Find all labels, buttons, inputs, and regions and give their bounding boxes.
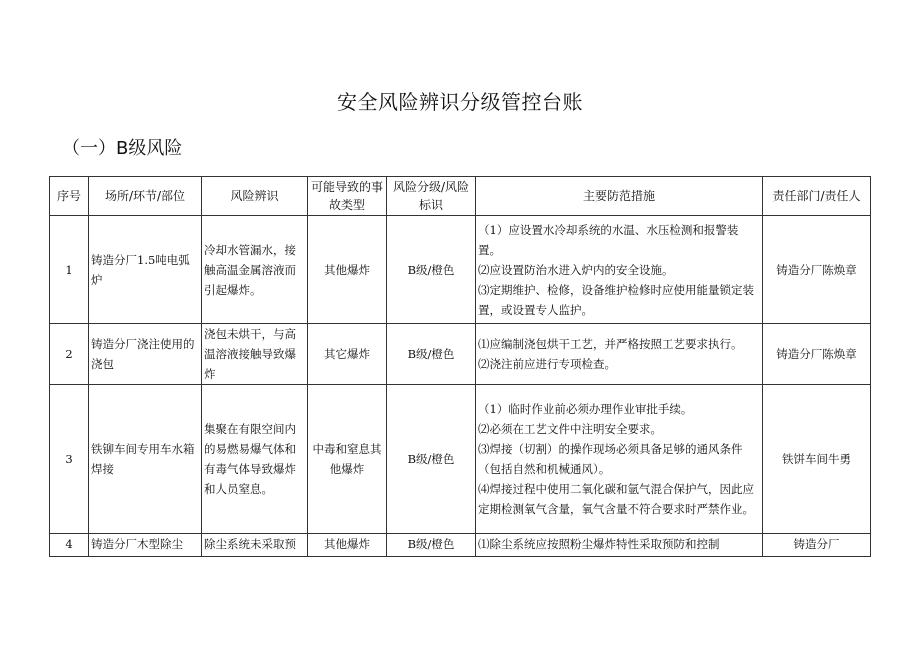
- measure-item: （1）应设置水冷却系统的水温、水压检测和报警装置。: [478, 222, 739, 257]
- header-owner: 责任部门/责任人: [763, 177, 871, 216]
- measure-item: ⑵必须在工艺文件中注明安全要求。: [478, 422, 662, 436]
- measure-item: （1）临时作业前必须办理作业审批手续。: [478, 402, 693, 416]
- cell-risk: 冷却水管漏水，接触高温金属溶液而引起爆炸。: [202, 216, 308, 324]
- measure-item: ⑶焊接（切割）的操作现场必须具备足够的通风条件（包括自然和机械通风）。: [478, 442, 743, 476]
- cell-measures: [476, 324, 763, 385]
- cell-no: 4: [50, 534, 89, 557]
- table-row: [50, 216, 871, 324]
- table-row: [50, 534, 871, 557]
- cell-level: B级/橙色: [387, 534, 476, 557]
- cell-accident-type: 中毒和窒息其他爆炸: [308, 385, 387, 534]
- cell-accident-type: 其他爆炸: [308, 534, 387, 557]
- document-title: 安全风险辨识分级管控台账: [337, 90, 583, 114]
- cell-no: 2: [50, 324, 89, 385]
- measure-item: ⑵应设置防治水进入炉内的安全设施。: [478, 262, 674, 277]
- cell-no: 3: [50, 385, 89, 534]
- measure-item: ⑵浇注前应进行专项检查。: [478, 357, 616, 371]
- measure-item: ⑶定期维护、检修，设备维护检修时应使用能量锁定装置，或设置专人监护。: [478, 282, 754, 317]
- table-row: [50, 385, 871, 534]
- cell-risk: 浇包未烘干，与高温溶液接触导致爆炸: [202, 324, 308, 385]
- table-header-row: [50, 177, 871, 216]
- cell-owner: 铸造分厂陈焕章: [763, 216, 871, 324]
- cell-level: B级/橙色: [387, 216, 476, 324]
- cell-measures: [476, 385, 763, 534]
- header-measures: 主要防范措施: [476, 177, 763, 216]
- measure-item: ⑴除尘系统应按照粉尘爆炸特性采取预防和控制: [478, 537, 720, 551]
- cell-place: 铸造分厂浇注使用的浇包: [89, 324, 202, 385]
- cell-owner: 铁饼车间牛勇: [763, 385, 871, 534]
- cell-measures: [476, 534, 763, 557]
- section-title: （一）B级风险: [62, 138, 183, 159]
- cell-place: 铁铆车间专用车水箱焊接: [89, 385, 202, 534]
- cell-risk: 集聚在有限空间内的易燃易爆气体和有毒气体导致爆炸和人员窒息。: [202, 385, 308, 534]
- measure-item: ⑷焊接过程中使用二氧化碳和氩气混合保护气，因此应定期检测氧气含量，氧气含量不符合要求时严禁作业。: [478, 482, 754, 516]
- cell-level: B级/橙色: [387, 324, 476, 385]
- header-accident-type: 可能导致的事故类型: [308, 177, 387, 216]
- header-no: 序号: [50, 177, 89, 216]
- cell-no: 1: [50, 216, 89, 324]
- header-risk: 风险辨识: [202, 177, 308, 216]
- header-place: 场所/环节/部位: [89, 177, 202, 216]
- cell-accident-type: 其他爆炸: [308, 216, 387, 324]
- cell-place: 铸造分厂木型除尘: [89, 534, 202, 557]
- cell-owner: 铸造分厂: [763, 534, 871, 557]
- cell-risk: 除尘系统未采取预: [202, 534, 308, 557]
- cell-accident-type: 其它爆炸: [308, 324, 387, 385]
- header-level: 风险分级/风险标识: [387, 177, 476, 216]
- measure-item: ⑴应编制浇包烘干工艺，并严格按照工艺要求执行。: [478, 337, 743, 351]
- table-row: [50, 324, 871, 385]
- cell-place: 铸造分厂1.5吨电弧炉: [89, 216, 202, 324]
- cell-owner: 铸造分厂陈焕章: [763, 324, 871, 385]
- cell-measures: [476, 216, 763, 324]
- risk-ledger-table: [49, 176, 871, 557]
- cell-level: B级/橙色: [387, 385, 476, 534]
